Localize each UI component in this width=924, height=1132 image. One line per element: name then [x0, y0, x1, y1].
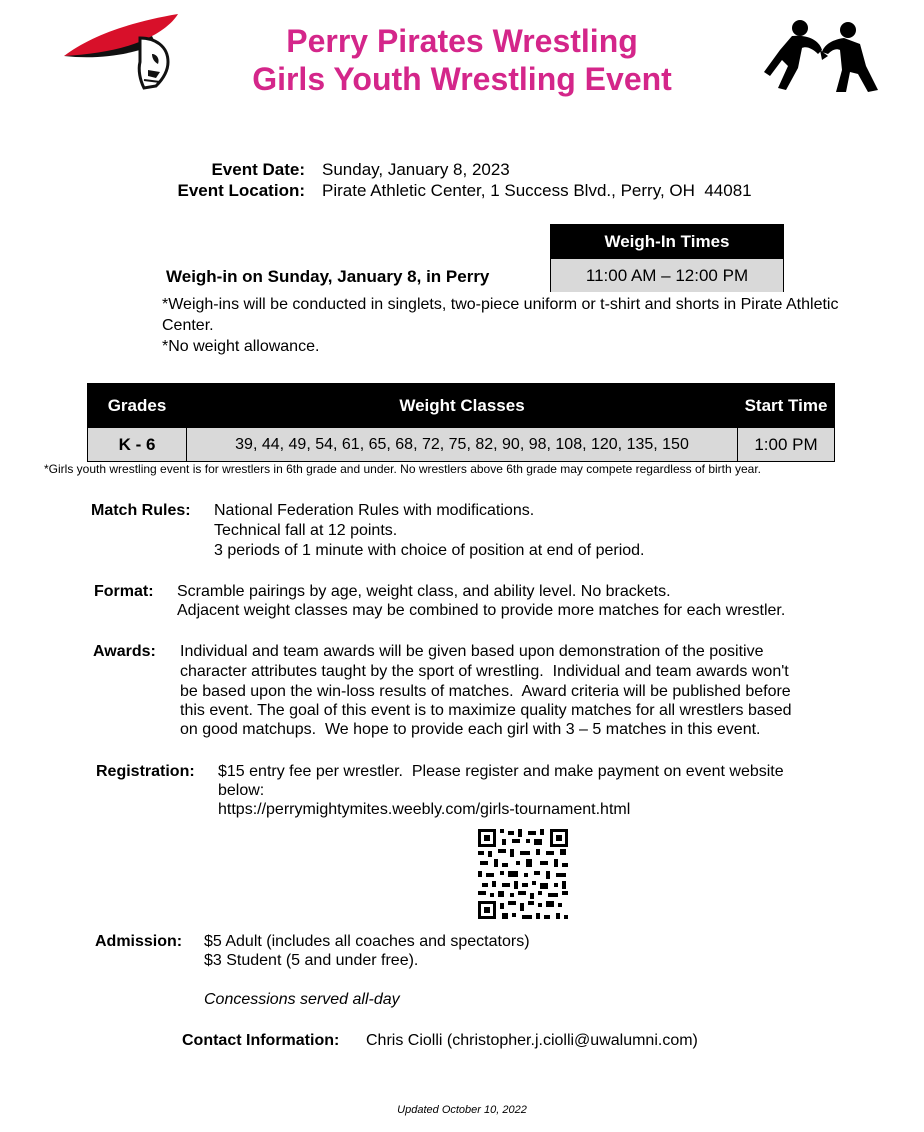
admission-student: $3 Student (5 and under free).	[204, 952, 419, 969]
registration-line-2: below:	[218, 782, 265, 799]
awards-label: Awards:	[93, 643, 156, 660]
updated-date: Updated October 10, 2022	[397, 1104, 527, 1116]
event-date-label: Event Date:	[211, 160, 305, 179]
registration-url[interactable]: https://perrymightymites.weebly.com/girls-tournament.html	[218, 801, 631, 818]
awards-line-3: be based upon the win-loss results of matches. Award criteria will be published before	[180, 683, 791, 700]
contact-value: Chris Ciolli (christopher.j.ciolli@uwalumni.com)	[366, 1032, 698, 1049]
awards-line-2: character attributes taught by the sport of wrestling. Individual and team awards won't	[180, 663, 789, 680]
match-rules-label: Match Rules:	[91, 502, 191, 519]
match-rules-line-1: National Federation Rules with modifications.	[214, 502, 535, 519]
weigh-in-heading: Weigh-in on Sunday, January 8, in Perry	[166, 267, 490, 286]
weigh-in-note-2: *No weight allowance.	[162, 338, 320, 355]
title-line-1: Perry Pirates Wrestling	[286, 23, 638, 59]
event-date-value: Sunday, January 8, 2023	[322, 160, 510, 179]
table-row	[88, 428, 835, 462]
match-rules-line-3: 3 periods of 1 minute with choice of position at end of period.	[214, 542, 645, 559]
cell-grades: K - 6	[88, 428, 187, 462]
pirate-logo	[60, 8, 190, 94]
awards-line-5: on good matchups. We hope to provide each girl with 3 – 5 matches in this event.	[180, 721, 761, 738]
event-location-label: Event Location:	[177, 181, 305, 200]
contact-label: Contact Information:	[182, 1032, 340, 1049]
concessions-note: Concessions served all-day	[204, 991, 400, 1008]
col-header-weight-classes: Weight Classes	[187, 384, 738, 428]
col-header-grades: Grades	[88, 384, 187, 428]
awards-line-1: Individual and team awards will be given based upon demonstration of the positive	[180, 643, 764, 660]
weigh-in-times-value: 11:00 AM – 12:00 PM	[551, 258, 783, 292]
match-rules-line-2: Technical fall at 12 points.	[214, 522, 398, 539]
weigh-in-note-1: *Weigh-ins will be conducted in singlets, two-piece uniform or t-shirt and shorts in Pirate Athletic Center.	[162, 296, 839, 334]
cell-weight-classes: 39, 44, 49, 54, 61, 65, 68, 72, 75, 82, 90, 98, 108, 120, 135, 150	[187, 428, 738, 462]
admission-label: Admission:	[95, 933, 183, 950]
col-header-start-time: Start Time	[738, 384, 835, 428]
weight-class-table	[87, 383, 835, 462]
awards-line-4: this event. The goal of this event is to maximize quality matches for all wrestlers based	[180, 702, 792, 719]
event-location-value: Pirate Athletic Center, 1 Success Blvd., Perry, OH 44081	[322, 181, 752, 200]
format-line-1: Scramble pairings by age, weight class, and ability level. No brackets.	[177, 583, 671, 600]
registration-label: Registration:	[96, 763, 195, 780]
registration-line-1: $15 entry fee per wrestler. Please register and make payment on event website	[218, 763, 784, 780]
weigh-in-times-header: Weigh-In Times	[551, 225, 783, 258]
weigh-in-times-box	[550, 224, 784, 292]
title-line-2: Girls Youth Wrestling Event	[252, 61, 672, 97]
admission-adult: $5 Adult (includes all coaches and spectators)	[204, 933, 530, 950]
cell-start-time: 1:00 PM	[738, 428, 835, 462]
table-footnote: *Girls youth wrestling event is for wrestlers in 6th grade and under. No wrestlers above 6th grade may compete regardless of birth year.	[44, 462, 762, 476]
format-label: Format:	[94, 583, 154, 600]
qr-code-icon	[476, 827, 570, 921]
wrestlers-silhouette-icon	[760, 16, 890, 98]
format-line-2: Adjacent weight classes may be combined to provide more matches for each wrestler.	[177, 602, 786, 619]
